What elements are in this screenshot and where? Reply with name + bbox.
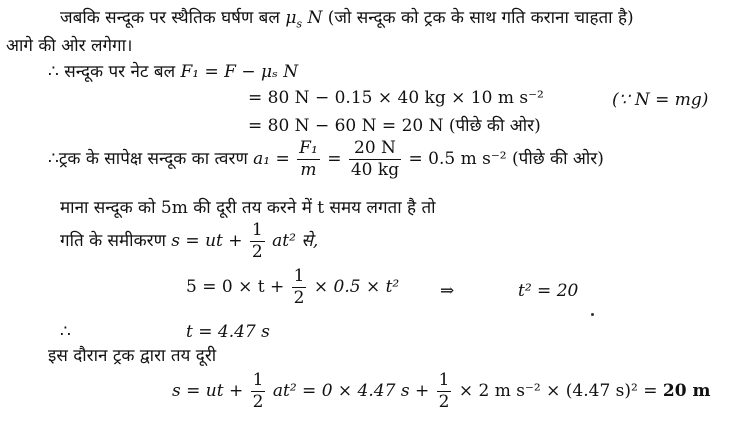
line-12 [172, 372, 711, 411]
acceleration-result: = 0.5 m s⁻² [408, 149, 507, 169]
line-6-prefix: ∴ट्रक के सापेक्ष सन्दूक का त्वरण [48, 149, 248, 169]
line-10-therefore: ∴ [60, 322, 71, 342]
t-squared-result: t² = 20 [518, 281, 579, 301]
substitution-lhs: 5 = 0 × t + [186, 277, 285, 297]
fraction-20n-over-40kg [349, 140, 401, 179]
motion-equation-rhs: at² से, [272, 231, 319, 251]
equals-sign: = [327, 149, 342, 169]
distance-equation-lhs: s = ut + [172, 381, 244, 401]
line-3-prefix: ∴ सन्दूक पर नेट बल [48, 62, 176, 82]
line-2: आगे की ओर लगेगा। [6, 36, 133, 56]
fraction-one-half [251, 372, 266, 411]
mu-subscript: s [296, 17, 303, 31]
line-11: इस दौरान ट्रक द्वारा तय दूरी [48, 346, 217, 366]
line-5-direction: (पीछे की ओर) [448, 116, 541, 136]
line-7: माना सन्दूक को 5m की दूरी तय करने में t समय लगता है तो [60, 198, 436, 218]
line-5-result: = 80 N − 60 N = 20 N [248, 116, 444, 136]
line-1-text-a: जबकि सन्दूक पर स्थैतिक घर्षण बल [60, 8, 280, 28]
implies-arrow: ⇒ [440, 281, 455, 301]
fraction-denominator: 2 [251, 242, 263, 262]
fraction-denominator: 40 kg [350, 160, 400, 180]
fraction-denominator: m [300, 160, 317, 180]
distance-equation-mid: at² = 0 × 4.47 s + [272, 381, 430, 401]
distance-final-answer: 20 m [662, 381, 711, 401]
normal-force-symbol: N [307, 8, 323, 28]
line-4: = 80 N − 0.15 × 40 kg × 10 m s⁻² [248, 88, 544, 108]
time-result: t = 4.47 s [186, 322, 270, 342]
fraction-denominator: 2 [438, 392, 450, 412]
fraction-numerator: 1 [251, 220, 263, 240]
line-8 [60, 222, 318, 261]
fraction-denominator: 2 [293, 288, 305, 308]
fraction-f1-over-m [297, 140, 320, 179]
acceleration-symbol: a₁ = [253, 149, 290, 169]
line-1 [60, 8, 634, 31]
fraction-one-half [437, 372, 452, 411]
substitution-rhs: × 0.5 × t² [313, 277, 400, 297]
line-9 [186, 268, 399, 307]
fraction-one-half [250, 222, 265, 261]
fraction-one-half [292, 268, 307, 307]
line-6 [48, 140, 604, 179]
fraction-numerator: 1 [293, 266, 305, 286]
line-8-prefix: गति के समीकरण [60, 231, 166, 251]
acceleration-direction: (पीछे की ओर) [512, 149, 604, 169]
line-5 [248, 118, 541, 135]
line-1-text-b: (जो सन्दूक को ट्रक के साथ गति कराना चाहता है) [327, 8, 634, 28]
fraction-numerator: 1 [252, 370, 264, 390]
mu-symbol: μ [285, 8, 297, 28]
distance-equation-tail: × 2 m s⁻² × (4.47 s)² = [458, 381, 658, 401]
line-3 [48, 64, 298, 81]
fraction-numerator: 1 [438, 370, 450, 390]
fraction-numerator: F₁ [299, 138, 318, 158]
fraction-numerator: 20 N [349, 140, 401, 160]
stray-mark [591, 313, 594, 316]
net-force-equation: F₁ = F − μₛ N [180, 62, 299, 82]
line-4-note: (∵ N = mg) [612, 90, 709, 110]
motion-equation-lhs: s = ut + [171, 231, 243, 251]
fraction-denominator: 2 [252, 392, 264, 412]
